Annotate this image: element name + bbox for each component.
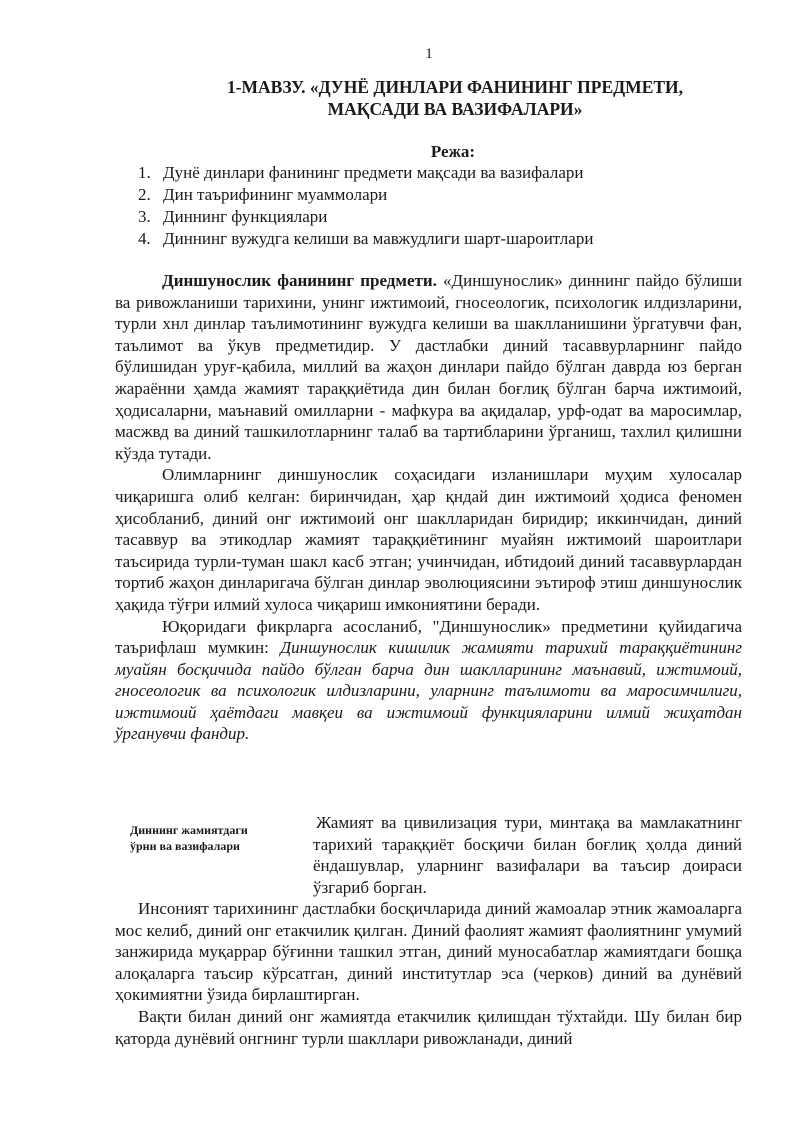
body-text-upper	[115, 270, 742, 745]
title-line-2: МАҚСАДИ ВА ВАЗИФАЛАРИ»	[327, 99, 583, 119]
page-number: 1	[425, 46, 433, 62]
margin-note: Диннинг жамиятдаги ўрни ва вазифалари	[130, 823, 248, 853]
paragraph-subject: Диншунослик фанининг предмети. «Диншунослик» диннинг пайдо бўлиши ва ривожланиши тарихини, унинг ижтимоий, гносеологик, психологик илдизларини, турли хнл динлар таълимотининг вужудга келиши ва шаклланишини ўргатувчи фан, таълимот ва ўкув предметидир. У дастлабки диний тасаввурларнинг пайдо бўлишидан уруғ-қабила, миллий ва жаҳон динлари пайдо бўлган даврда юз берган жараённи ҳамда жамият тараққиётида дин билан боғлиқ бўлган барча ижтимоий, ҳодисаларни, маънавий омилларни - мафкура ва ақидалар, урф-одат ва маросимлар, масжвд ва диний ташкилотларнинг талаб ва тартибларини ўрганиш, тахлил қилишни кўзда тутади.	[115, 271, 742, 463]
paragraph-definition: Юқоридаги фикрларга асосланиб, "Диншунослик» предметини қуйидагича таърифлаш мумкин: Диншунослик кишилик жамияти тарихий тараққиётининг муайян босқичида пайдо бўлган барча дин шаклларининг маънавий, ижтимоий, гносеологик ва психологик илдизларини, уларнинг таълимоти ва маросимчилиги, ижтимоий ҳаётдаги мавқеи ва ижтимоий функцияларини илмий жиҳатдан ўрганувчи фандир.	[115, 616, 742, 744]
definition-italic: Диншунослик кишилик жамияти тарихий тараққиётининг муайян босқичида пайдо бўлган барча дин шаклларининг маънавий, ижтимоий, гносеологик ва психологик илдизларини, уларнинг таълимоти ва маросимчилиги, ижтимоий ҳаётдаги мавқеи ва ижтимоий функцияларини илмий жиҳатдан ўрганувчи фандир.	[115, 638, 742, 744]
title-line-1: 1-МАВЗУ. «ДУНЁ ДИНЛАРИ ФАНИНИНГ ПРЕДМЕТИ,	[226, 77, 684, 97]
paragraph-conclusions: Олимларнинг диншунослик соҳасидаги изланишлари муҳим хулосалар чиқаришга олиб келган: биринчидан, ҳар қндай дин ижтимоий ҳодиса феномен ҳисобланиб, диний онг ижтимоий онг шаклларидан биридир; иккинчидан, диний тасаввур ва этикодлар жамият тараққиётининг муайян ижтимоий шароитлари таъсирида турли-туман шакл касб этган; учинчидан, ибтидоий диний тасаввурлардан тортиб жаҳон динларигача бўлган динлар эволюциясини эътироф этиш диншунослик ҳақида тўғри илмий хулоса чиқариш имкониятини беради.	[115, 465, 742, 614]
plan-item: 1. Дунё динлари фанининг предмети мақсади ва вазифалари	[138, 163, 584, 182]
paragraph-role: Жамият ва цивилизация тури, минтақа ва мамлакатнинг тарихий тараққиёт босқичи билан боғлиқ ҳолда диний ёндашувлар, уларнинг вазифалари ва таъсир доираси ўзгариб борган.	[313, 813, 742, 897]
plan-item: 4. Диннинг вужудга келиши ва мавжудлиги шарт-шароитлари	[138, 229, 594, 248]
paragraph-subject-heading: Диншунослик фанининг предмети.	[162, 271, 437, 290]
plan-list	[138, 162, 593, 250]
body-text-lower	[115, 898, 742, 1049]
plan-heading: Режа:	[430, 142, 476, 161]
paragraph-secular: Вақти билан диний онг жамиятда етакчилик қилишдан тўхтайди. Шу билан бир қаторда дунёвий онгнинг турли шакллари ривожланади, диний	[115, 1006, 742, 1048]
paragraph-history: Инсоният тарихининг дастлабки босқичларида диний жамоалар этник жамоаларга мос келиб, диний онг етакчилик қилган. Диний фаолият жамият фаолиятнинг умумий занжирида муқаррар бўғинни ташкил этган, диний муносабатлар жамиятдаги бошқа алоқаларга таъсир кўрсатган, диний институтлар эса (черков) диний ва дунёвий ҳокимиятни ўзида бирлаштирган.	[115, 899, 742, 1005]
plan-item: 3. Диннинг функциялари	[138, 207, 328, 226]
plan-item: 2. Дин таърифининг муаммолари	[138, 185, 388, 204]
lecture-title	[175, 76, 735, 120]
